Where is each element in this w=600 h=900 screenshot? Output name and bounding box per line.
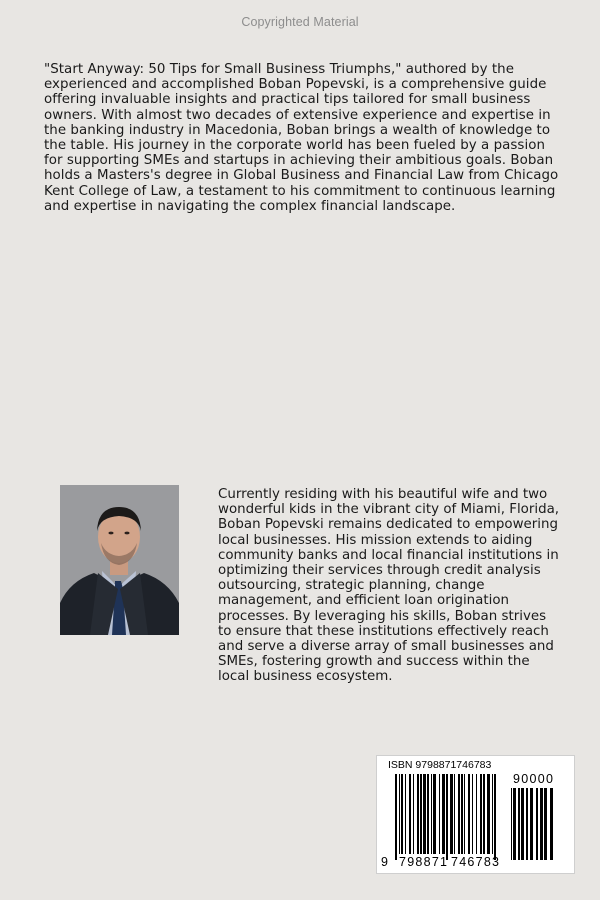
barcode-bar (417, 774, 419, 854)
barcode-bar (420, 774, 422, 854)
copyright-watermark-top: Copyrighted Material (241, 15, 359, 29)
barcode-bar (399, 774, 400, 854)
barcode-bar (395, 774, 397, 860)
barcode-bar (433, 774, 436, 854)
barcode-bar (439, 774, 440, 854)
barcode-bars-main (395, 774, 496, 860)
barcode-bar (458, 774, 460, 854)
barcode-bar (464, 774, 465, 854)
barcode-bar (536, 788, 538, 860)
barcode-bar (492, 774, 493, 854)
barcode-bar (450, 774, 453, 854)
intro-paragraph: "Start Anyway: 50 Tips for Small Business Triumphs," authored by the experienced and accomplished Boban Popevski, is a comprehensive guide offering invaluable insights and practical tips tailored for small business owners. With almost two decades of extensive experience and expertise in the banking industry in Macedonia, Boban brings a wealth of knowledge to the table. His journey in the corporate world has been fueled by a passion for supporting SMEs and startups in achieving their ambitious goals. Boban holds a Masters's degree in Global Business and Financial Law from Chicago Kent College of Law, a testament to his commitment to continuous learning and expertise in navigating the complex financial landscape. (44, 62, 559, 214)
barcode-bar (405, 774, 406, 854)
barcode-bar (526, 788, 528, 860)
barcode-graphic (377, 756, 576, 875)
barcode-bar (468, 774, 470, 854)
barcode-bars-addon (511, 788, 553, 860)
barcode-bar (461, 774, 463, 854)
barcode-bar (472, 774, 473, 854)
barcode-first-digit: 9 (381, 855, 388, 869)
barcode-digit-group-2: 746783 (451, 855, 499, 869)
barcode-bar (401, 774, 403, 854)
barcode-bar (513, 788, 516, 860)
isbn-barcode (376, 755, 575, 874)
isbn-label: ISBN 9798871746783 (388, 759, 492, 771)
barcode-bar (487, 774, 490, 854)
barcode-bar (442, 774, 445, 854)
barcode-bar (476, 774, 477, 854)
barcode-bar (544, 788, 547, 860)
barcode-bar (494, 774, 496, 860)
barcode-bar (427, 774, 429, 854)
barcode-bar (423, 774, 426, 854)
barcode-bar (480, 774, 482, 854)
author-bio-paragraph: Currently residing with his beautiful wife and two wonderful kids in the vibrant city of Miami, Florida, Boban Popevski remains dedicated to empowering local businesses. His mission extends to aiding community banks and local financial institutions in optimizing their services through credit analysis outsourcing, strategic planning, change management, and efficient loan origination processes. By leveraging his skills, Boban strives to ensure that these institutions effectively reach and serve a diverse array of small businesses and SMEs, fostering growth and success within the local business ecosystem. (218, 487, 560, 685)
barcode-bar (518, 788, 520, 860)
barcode-bar (530, 788, 533, 860)
barcode-bar (409, 774, 411, 854)
barcode-bar (483, 774, 485, 854)
barcode-price-code: 90000 (513, 772, 553, 786)
author-photo (60, 485, 179, 635)
barcode-bar (413, 774, 414, 854)
barcode-bar (446, 774, 448, 860)
barcode-digit-group-1: 798871 (399, 855, 447, 869)
barcode-bar (511, 788, 512, 860)
barcode-bar (454, 774, 455, 854)
barcode-bar (550, 788, 553, 860)
barcode-bar (540, 788, 543, 860)
barcode-bar (431, 774, 432, 854)
barcode-bar (521, 788, 524, 860)
